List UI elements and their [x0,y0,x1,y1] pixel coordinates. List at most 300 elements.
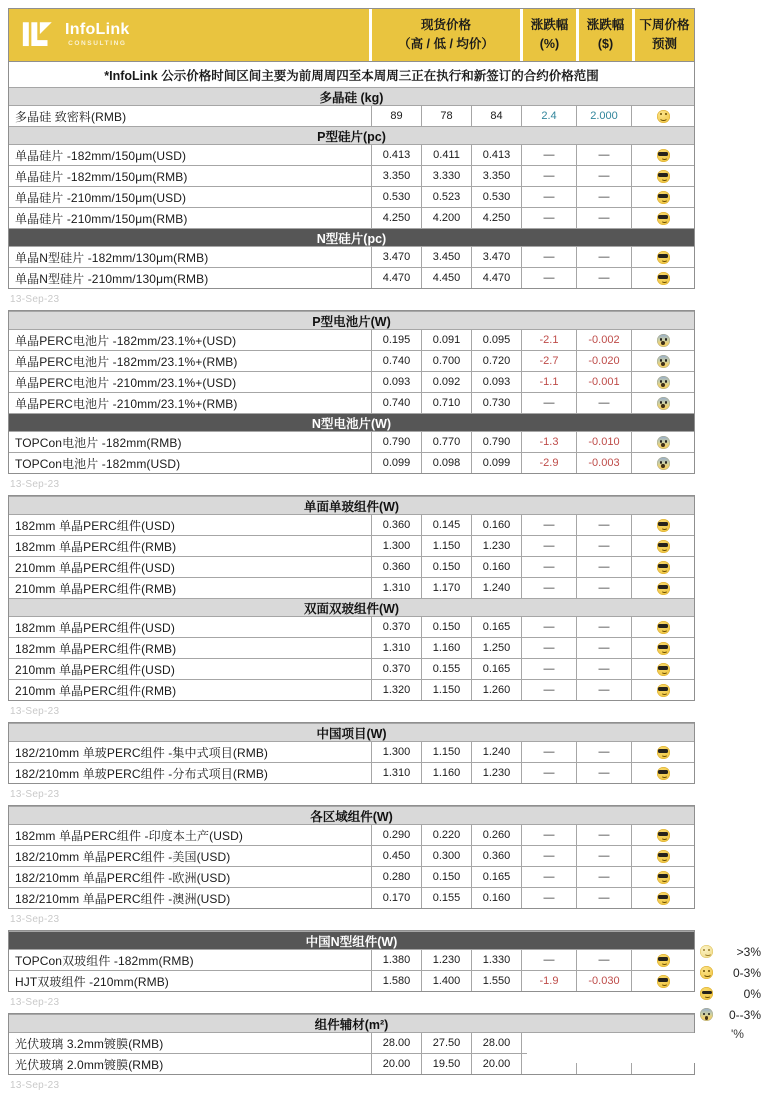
legend-label: 0-3% [732,965,761,980]
change-usd: — [577,187,632,207]
forecast-emoji-icon [657,355,670,368]
product-label: 单晶硅片 -210mm/150μm(USD) [9,187,372,207]
change-pct: 2.4 [522,106,577,126]
price-high: 0.170 [372,888,422,908]
legend-emoji-icon [700,945,713,958]
price-low: 0.150 [422,867,472,887]
price-high: 0.093 [372,372,422,392]
price-high: 1.320 [372,680,422,700]
price-high: 0.740 [372,393,422,413]
forecast-emoji-icon [657,436,670,449]
price-low: 78 [422,106,472,126]
table-masthead [9,9,694,61]
price-low: 0.098 [422,453,472,473]
price-avg: 28.00 [472,1033,522,1053]
price-avg: 0.413 [472,145,522,165]
change-pct: — [522,763,577,783]
table-block-2 [8,310,695,474]
table-row [9,431,694,452]
section-header: N型电池片(W) [9,413,694,431]
product-label: 单晶硅片 -182mm/150μm(RMB) [9,166,372,186]
table-row [9,970,694,991]
date-watermark: 13-Sep-23 [10,1080,60,1091]
white-cover-box [527,1033,764,1063]
change-usd: — [577,145,632,165]
forecast-emoji-icon [657,170,670,183]
table-row [9,887,694,908]
change-pct: — [522,638,577,658]
change-usd: — [577,578,632,598]
change-usd: — [577,638,632,658]
table-row [9,350,694,371]
table-row [9,577,694,598]
legend-partial-label: '% [731,1027,744,1041]
forecast-emoji-icon [657,621,670,634]
price-high: 0.290 [372,825,422,845]
forecast-cell [632,247,694,267]
product-label: 182/210mm 单晶PERC组件 -欧洲(USD) [9,867,372,887]
change-pct: -1.9 [522,971,577,991]
change-pct: — [522,515,577,535]
change-pct: — [522,145,577,165]
table-row [9,658,694,679]
change-pct: — [522,166,577,186]
legend-label: 0% [743,986,761,1001]
forecast-emoji-icon [657,829,670,842]
forecast-emoji-icon [657,746,670,759]
change-pct: — [522,393,577,413]
forecast-emoji-icon [657,149,670,162]
price-avg: 20.00 [472,1054,522,1074]
change-usd: -0.010 [577,432,632,452]
product-label: 182mm 单晶PERC组件(RMB) [9,638,372,658]
forecast-cell [632,515,694,535]
product-label: 单晶PERC电池片 -182mm/23.1%+(USD) [9,330,372,350]
change-pct: — [522,268,577,288]
change-pct: -2.1 [522,330,577,350]
price-high: 1.300 [372,742,422,762]
price-high: 4.470 [372,268,422,288]
price-high: 20.00 [372,1054,422,1074]
price-avg: 0.530 [472,187,522,207]
section-header: 双面双玻组件(W) [9,598,694,616]
price-low: 0.770 [422,432,472,452]
forecast-cell [632,867,694,887]
forecast-cell [632,888,694,908]
price-high: 1.310 [372,578,422,598]
price-high: 1.300 [372,536,422,556]
legend-item [700,1004,761,1025]
price-low: 19.50 [422,1054,472,1074]
forecast-emoji-icon [657,212,670,225]
price-high: 4.250 [372,208,422,228]
forecast-emoji-icon [657,767,670,780]
change-pct: -1.1 [522,372,577,392]
section-header: P型硅片(pc) [9,126,694,144]
price-high: 0.370 [372,617,422,637]
product-label: 单晶N型硅片 -210mm/130μm(RMB) [9,268,372,288]
product-label: 多晶硅 致密料(RMB) [9,106,372,126]
change-pct: — [522,659,577,679]
forecast-emoji-icon [657,272,670,285]
forecast-cell [632,680,694,700]
product-label: 210mm 单晶PERC组件(USD) [9,659,372,679]
price-high: 0.450 [372,846,422,866]
price-avg: 1.240 [472,578,522,598]
price-low: 0.411 [422,145,472,165]
table-row [9,949,694,970]
table-row [9,637,694,658]
change-usd: — [577,825,632,845]
change-usd: — [577,617,632,637]
change-usd: — [577,536,632,556]
product-label: 210mm 单晶PERC组件(USD) [9,557,372,577]
change-pct: — [522,846,577,866]
price-high: 0.099 [372,453,422,473]
legend-emoji-icon [700,987,713,1000]
price-low: 1.400 [422,971,472,991]
change-usd: -0.001 [577,372,632,392]
product-label: 210mm 单晶PERC组件(RMB) [9,578,372,598]
price-low: 1.150 [422,536,472,556]
table-row [9,866,694,887]
legend-label: >3% [736,944,761,959]
forecast-cell [632,432,694,452]
price-avg: 0.099 [472,453,522,473]
price-avg: 1.260 [472,680,522,700]
product-label: 182/210mm 单晶PERC组件 -澳洲(USD) [9,888,372,908]
forecast-cell [632,578,694,598]
price-low: 3.330 [422,166,472,186]
change-usd: — [577,846,632,866]
change-pct: — [522,825,577,845]
forecast-emoji-icon [657,684,670,697]
price-high: 1.580 [372,971,422,991]
section-header: 中国N型组件(W) [9,931,694,949]
price-avg: 0.165 [472,617,522,637]
price-low: 1.150 [422,742,472,762]
forecast-cell [632,971,694,991]
price-avg: 0.790 [472,432,522,452]
product-label: 182/210mm 单玻PERC组件 -集中式项目(RMB) [9,742,372,762]
price-avg: 0.730 [472,393,522,413]
product-label: 单晶N型硅片 -182mm/130μm(RMB) [9,247,372,267]
forecast-emoji-icon [657,892,670,905]
forecast-cell [632,372,694,392]
table-row [9,371,694,392]
table-row [9,679,694,700]
price-low: 0.523 [422,187,472,207]
price-low: 0.155 [422,659,472,679]
forecast-cell [632,825,694,845]
price-avg: 0.260 [472,825,522,845]
forecast-emoji-icon [657,397,670,410]
price-high: 0.530 [372,187,422,207]
price-avg: 1.330 [472,950,522,970]
price-low: 1.170 [422,578,472,598]
product-label: 单晶硅片 -182mm/150μm(USD) [9,145,372,165]
price-low: 3.450 [422,247,472,267]
price-high: 3.350 [372,166,422,186]
price-high: 1.310 [372,638,422,658]
table-block-5 [8,805,695,909]
change-usd: — [577,268,632,288]
forecast-cell [632,330,694,350]
product-label: 单晶PERC电池片 -210mm/23.1%+(RMB) [9,393,372,413]
forecast-emoji-icon [657,954,670,967]
product-label: 182mm 单晶PERC组件(USD) [9,515,372,535]
infolink-logo-icon [22,21,56,49]
forecast-emoji-icon [657,663,670,676]
forecast-emoji-icon [657,540,670,553]
price-low: 0.092 [422,372,472,392]
price-avg: 1.240 [472,742,522,762]
product-label: 光伏玻璃 2.0mm镀膜(RMB) [9,1054,372,1074]
logo-name: InfoLink [65,21,130,39]
product-label: 单晶PERC电池片 -210mm/23.1%+(USD) [9,372,372,392]
forecast-emoji-icon [657,191,670,204]
forecast-cell [632,453,694,473]
change-pct: — [522,187,577,207]
table-row [9,144,694,165]
section-header: 各区域组件(W) [9,806,694,824]
section-header: 多晶硅 (kg) [9,87,694,105]
table-row [9,824,694,845]
price-low: 0.145 [422,515,472,535]
legend-item [700,941,761,962]
date-watermark: 13-Sep-23 [10,789,60,800]
section-header: 组件辅材(m²) [9,1014,694,1032]
forecast-legend [700,941,761,1025]
product-label: TOPCon电池片 -182mm(RMB) [9,432,372,452]
change-usd: -0.020 [577,351,632,371]
legend-item [700,962,761,983]
product-label: 182mm 单晶PERC组件 -印度本土产(USD) [9,825,372,845]
forecast-cell [632,351,694,371]
legend-emoji-icon [700,1008,713,1021]
section-header: N型硅片(pc) [9,228,694,246]
forecast-emoji-icon [657,850,670,863]
product-label: 182/210mm 单晶PERC组件 -美国(USD) [9,846,372,866]
forecast-cell [632,950,694,970]
product-label: 光伏玻璃 3.2mm镀膜(RMB) [9,1033,372,1053]
change-usd: — [577,867,632,887]
table-block-6 [8,930,695,992]
change-usd: — [577,742,632,762]
price-high: 0.370 [372,659,422,679]
table-row [9,207,694,228]
change-usd: — [577,763,632,783]
forecast-cell [632,536,694,556]
price-high: 1.380 [372,950,422,970]
price-high: 1.310 [372,763,422,783]
price-low: 0.150 [422,557,472,577]
change-pct: — [522,247,577,267]
price-avg: 1.250 [472,638,522,658]
table-block-3 [8,495,695,701]
price-high: 28.00 [372,1033,422,1053]
table-row [9,616,694,637]
change-usd: — [577,680,632,700]
change-pct: — [522,950,577,970]
infolink-logo [9,9,369,61]
forecast-cell [632,208,694,228]
forecast-cell [632,638,694,658]
forecast-cell [632,742,694,762]
forecast-emoji-icon [657,561,670,574]
section-header: 单面单玻组件(W) [9,496,694,514]
forecast-emoji-icon [657,251,670,264]
column-header-spot-price: 现货价格 （高 / 低 / 均价） [372,9,520,61]
column-header-forecast: 下周价格 预测 [635,9,694,61]
price-avg: 0.095 [472,330,522,350]
date-watermark: 13-Sep-23 [10,706,60,717]
table-row [9,514,694,535]
change-usd: -0.030 [577,971,632,991]
table-row [9,165,694,186]
table-row [9,186,694,207]
price-avg: 0.360 [472,846,522,866]
change-pct: — [522,617,577,637]
change-usd: -0.003 [577,453,632,473]
price-low: 1.150 [422,680,472,700]
change-pct: -2.9 [522,453,577,473]
price-low: 1.160 [422,763,472,783]
forecast-cell [632,187,694,207]
product-label: 182/210mm 单玻PERC组件 -分布式项目(RMB) [9,763,372,783]
forecast-cell [632,166,694,186]
change-pct: — [522,578,577,598]
section-header: 中国项目(W) [9,723,694,741]
table-row [9,246,694,267]
price-avg: 1.550 [472,971,522,991]
price-avg: 0.160 [472,515,522,535]
price-avg: 4.470 [472,268,522,288]
price-avg: 0.165 [472,867,522,887]
infolink-logo-text [65,21,130,49]
forecast-emoji-icon [657,975,670,988]
column-header-change-pct: 涨跌幅 (%) [523,9,576,61]
table-row [9,556,694,577]
price-low: 27.50 [422,1033,472,1053]
date-watermark: 13-Sep-23 [10,914,60,925]
table-row [9,741,694,762]
table-row [9,535,694,556]
price-low: 0.700 [422,351,472,371]
price-low: 0.155 [422,888,472,908]
change-usd: — [577,393,632,413]
forecast-cell [632,393,694,413]
change-pct: -1.3 [522,432,577,452]
product-label: 单晶硅片 -210mm/150μm(RMB) [9,208,372,228]
date-watermark: 13-Sep-23 [10,294,60,305]
price-table [8,8,695,1096]
price-low: 0.300 [422,846,472,866]
change-usd: 2.000 [577,106,632,126]
date-watermark: 13-Sep-23 [10,479,60,490]
price-avg: 0.160 [472,888,522,908]
product-label: TOPCon双玻组件 -182mm(RMB) [9,950,372,970]
price-high: 0.280 [372,867,422,887]
forecast-cell [632,846,694,866]
forecast-cell [632,106,694,126]
table-row [9,845,694,866]
price-avg: 1.230 [472,536,522,556]
price-high: 3.470 [372,247,422,267]
change-pct: — [522,742,577,762]
forecast-cell [632,268,694,288]
change-pct: — [522,557,577,577]
forecast-emoji-icon [657,457,670,470]
price-avg: 0.720 [472,351,522,371]
price-avg: 0.165 [472,659,522,679]
forecast-emoji-icon [657,642,670,655]
column-header-change-usd: 涨跌幅 ($) [579,9,632,61]
price-high: 0.790 [372,432,422,452]
logo-subtitle: CONSULTING [68,39,127,47]
price-avg: 84 [472,106,522,126]
product-label: 210mm 单晶PERC组件(RMB) [9,680,372,700]
forecast-emoji-icon [657,376,670,389]
price-high: 0.360 [372,515,422,535]
price-avg: 1.230 [472,763,522,783]
change-usd: — [577,247,632,267]
product-label: 单晶PERC电池片 -182mm/23.1%+(RMB) [9,351,372,371]
forecast-cell [632,557,694,577]
legend-emoji-icon [700,966,713,979]
forecast-emoji-icon [657,334,670,347]
change-usd: — [577,166,632,186]
change-usd: — [577,515,632,535]
price-high: 89 [372,106,422,126]
change-usd: — [577,659,632,679]
change-pct: -2.7 [522,351,577,371]
product-label: 182mm 单晶PERC组件(USD) [9,617,372,637]
price-low: 0.091 [422,330,472,350]
forecast-cell [632,617,694,637]
price-avg: 4.250 [472,208,522,228]
price-low: 4.450 [422,268,472,288]
price-avg: 3.470 [472,247,522,267]
price-avg: 3.350 [472,166,522,186]
forecast-cell [632,659,694,679]
change-pct: — [522,680,577,700]
forecast-cell [632,763,694,783]
table-row [9,267,694,288]
price-low: 1.230 [422,950,472,970]
legend-item [700,983,761,1004]
change-usd: — [577,950,632,970]
change-usd: — [577,888,632,908]
price-avg: 0.160 [472,557,522,577]
change-pct: — [522,867,577,887]
table-row [9,762,694,783]
change-pct: — [522,208,577,228]
forecast-emoji-icon [657,871,670,884]
change-usd: -0.002 [577,330,632,350]
price-high: 0.195 [372,330,422,350]
change-pct: — [522,888,577,908]
table-block-4 [8,722,695,784]
price-avg: 0.093 [472,372,522,392]
table-row [9,452,694,473]
table-block-1 [8,8,695,289]
forecast-emoji-icon [657,110,670,123]
table-row [9,329,694,350]
price-low: 4.200 [422,208,472,228]
price-low: 0.150 [422,617,472,637]
product-label: TOPCon电池片 -182mm(USD) [9,453,372,473]
